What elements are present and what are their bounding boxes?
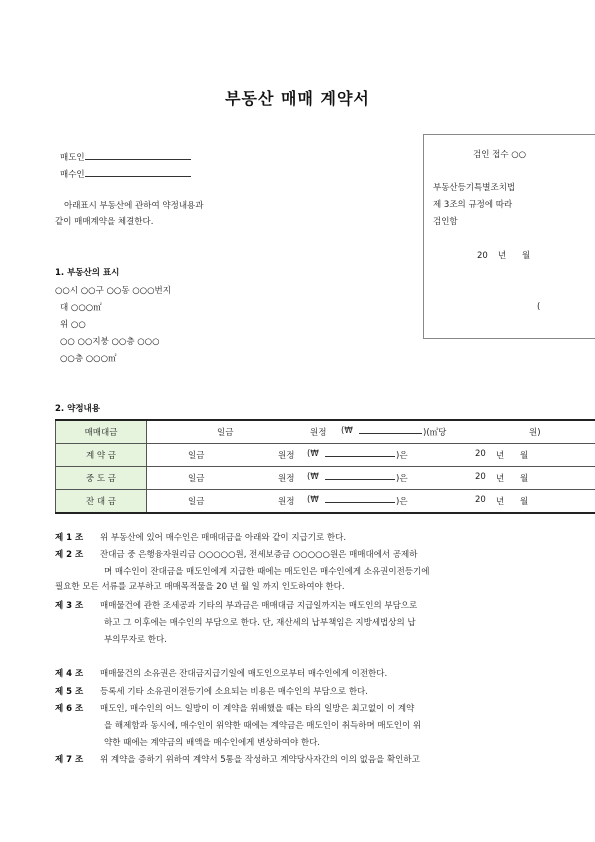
cell-close: )(㎡당 [423,428,447,438]
amount-blank [325,469,395,480]
property-line-4: ○○ ○○지붕 ○○층 ○○○ [60,337,160,347]
article-4-line-1: 매매물건의 소유권은 잔대금지급기일에 매도인으로부터 매수인에게 이전한다. [100,669,388,679]
cell-currency: (₩ [307,449,319,459]
article-7-line-1: 위 계약을 증하기 위하여 계약서 5통을 작성하고 계약당사자간의 이의 없음을 확인하고 [100,755,420,765]
stamp-seal-mark: ( [537,302,541,312]
cell-month-label: 월 [520,474,529,484]
article-6-line-3: 약한 때에는 계약금의 배액을 매수인에게 변상하여야 한다. [104,738,320,748]
table-row [56,420,595,444]
cell-won: 원정 [278,497,295,507]
table-row [56,490,595,514]
article-5-line-1: 등록세 기타 소유권이전등기에 소요되는 비용은 매수인의 부담으로 한다. [100,687,368,697]
cell-currency: (₩ [341,426,353,436]
cell-currency: (₩ [307,495,319,505]
stamp-line-1: 검인 접수 ○○ [473,150,527,160]
cell-month-label: 월 [520,497,529,507]
table-row [56,444,595,467]
article-7-number: 제 7 조 [55,755,84,765]
cell-il: 일금 [188,474,205,484]
row-label-deposit: 계 약 금 [56,444,147,467]
cell-year-label: 년 [496,474,505,484]
cell-il: 일금 [188,451,205,461]
property-line-1: ○○시 ○○구 ○○동 ○○○번지 [55,286,171,296]
cell-won: 원정 [278,474,295,484]
seller-line [60,150,191,164]
cell-year-label: 년 [496,451,505,461]
article-3-line-1: 매매물건에 관한 조세공과 기타의 부과금은 매매대금 지급일까지는 매도인의 부담으로 [100,601,418,611]
table-row [56,467,595,490]
page-title: 부동산 매매 계약서 [225,89,370,108]
article-1-number: 제 1 조 [55,533,84,543]
cell-won: 원정 [278,451,295,461]
cell-year-label: 년 [496,497,505,507]
cell-tail: 원) [529,428,541,438]
article-4-number: 제 4 조 [55,669,84,679]
amount-blank [359,423,422,434]
row-label-balance: 잔 대 금 [56,490,147,514]
intro-line-2: 같이 매매계약을 체결한다. [55,217,154,227]
row-label-price: 매매대금 [56,420,147,444]
row-label-interim: 중 도 금 [56,467,147,490]
seller-blank [85,150,191,160]
cell-currency: (₩ [307,472,319,482]
article-1-line-1: 위 부동산에 있어 매수인은 매매대금을 아래와 같이 지급기로 한다. [100,533,347,543]
stamp-line-2: 부동산등기특별조치법 [433,183,516,193]
stamp-date-year-label: 년 [498,251,507,261]
cell-close: )은 [396,474,408,484]
article-2-number: 제 2 조 [55,550,84,560]
article-3-line-2: 하고 그 이후에는 매수인의 부담으로 한다. 단, 재산세의 납부책임은 지방세법상의 납 [104,618,416,628]
amount-blank [325,492,395,503]
stamp-date-year: 20 [477,251,488,261]
article-3-line-3: 부의무자로 한다. [104,635,167,645]
article-3-number: 제 3 조 [55,601,84,611]
article-6-line-2: 을 해제함과 동시에, 매수인이 위약한 때에는 계약금은 매도인이 취득하며 매도인이 위 [104,721,422,731]
cell-year: 20 [475,449,486,459]
seller-label: 매도인 [60,153,85,163]
article-6-number: 제 6 조 [55,704,84,714]
section2-heading: 2. 약정내용 [55,404,100,414]
cell-il: 일금 [217,428,234,438]
stamp-line-4: 검인함 [433,217,458,227]
buyer-label: 매수인 [60,170,85,180]
section1-heading: 1. 부동산의 표시 [55,268,120,278]
cell-month-label: 월 [520,451,529,461]
stamp-line-3: 제 3조의 규정에 따라 [433,200,513,210]
cell-year: 20 [475,472,486,482]
cell-il: 일금 [188,497,205,507]
intro-line-1: 아래표시 부동산에 관하여 약정내용과 [64,201,204,211]
buyer-blank [85,167,191,177]
article-6-line-1: 매도인, 매수인의 어느 일방이 이 계약을 위배했을 때는 타의 일방은 최고없이 이 계약 [100,704,415,714]
property-line-3: 위 ○○ [60,320,86,330]
article-5-number: 제 5 조 [55,687,84,697]
article-2-line-1: 잔대금 중 은행융자원리금 ○○○○○원, 전세보증금 ○○○○○원은 매매대에서 공제하 [100,550,418,560]
property-line-2: 대 ○○○㎡ [60,303,102,313]
cell-close: )은 [396,451,408,461]
buyer-line [60,167,191,181]
article-2-line-2: 며 매수인이 잔대금을 매도인에게 지급한 때에는 매도인은 매수인에게 소유권이전등기에 [104,567,430,577]
cell-close: )은 [396,497,408,507]
payment-terms-table [55,419,595,514]
property-line-5: ○○층 ○○○㎡ [60,354,117,364]
cell-won: 원정 [310,428,327,438]
cell-year: 20 [475,495,486,505]
inspection-stamp-box [423,134,595,339]
article-2-line-3: 필요한 모든 서류를 교부하고 매매목적물을 20 년 월 일 까지 인도하여야 한다. [55,582,345,592]
amount-blank [325,446,395,457]
stamp-date-month-label: 월 [522,251,531,261]
